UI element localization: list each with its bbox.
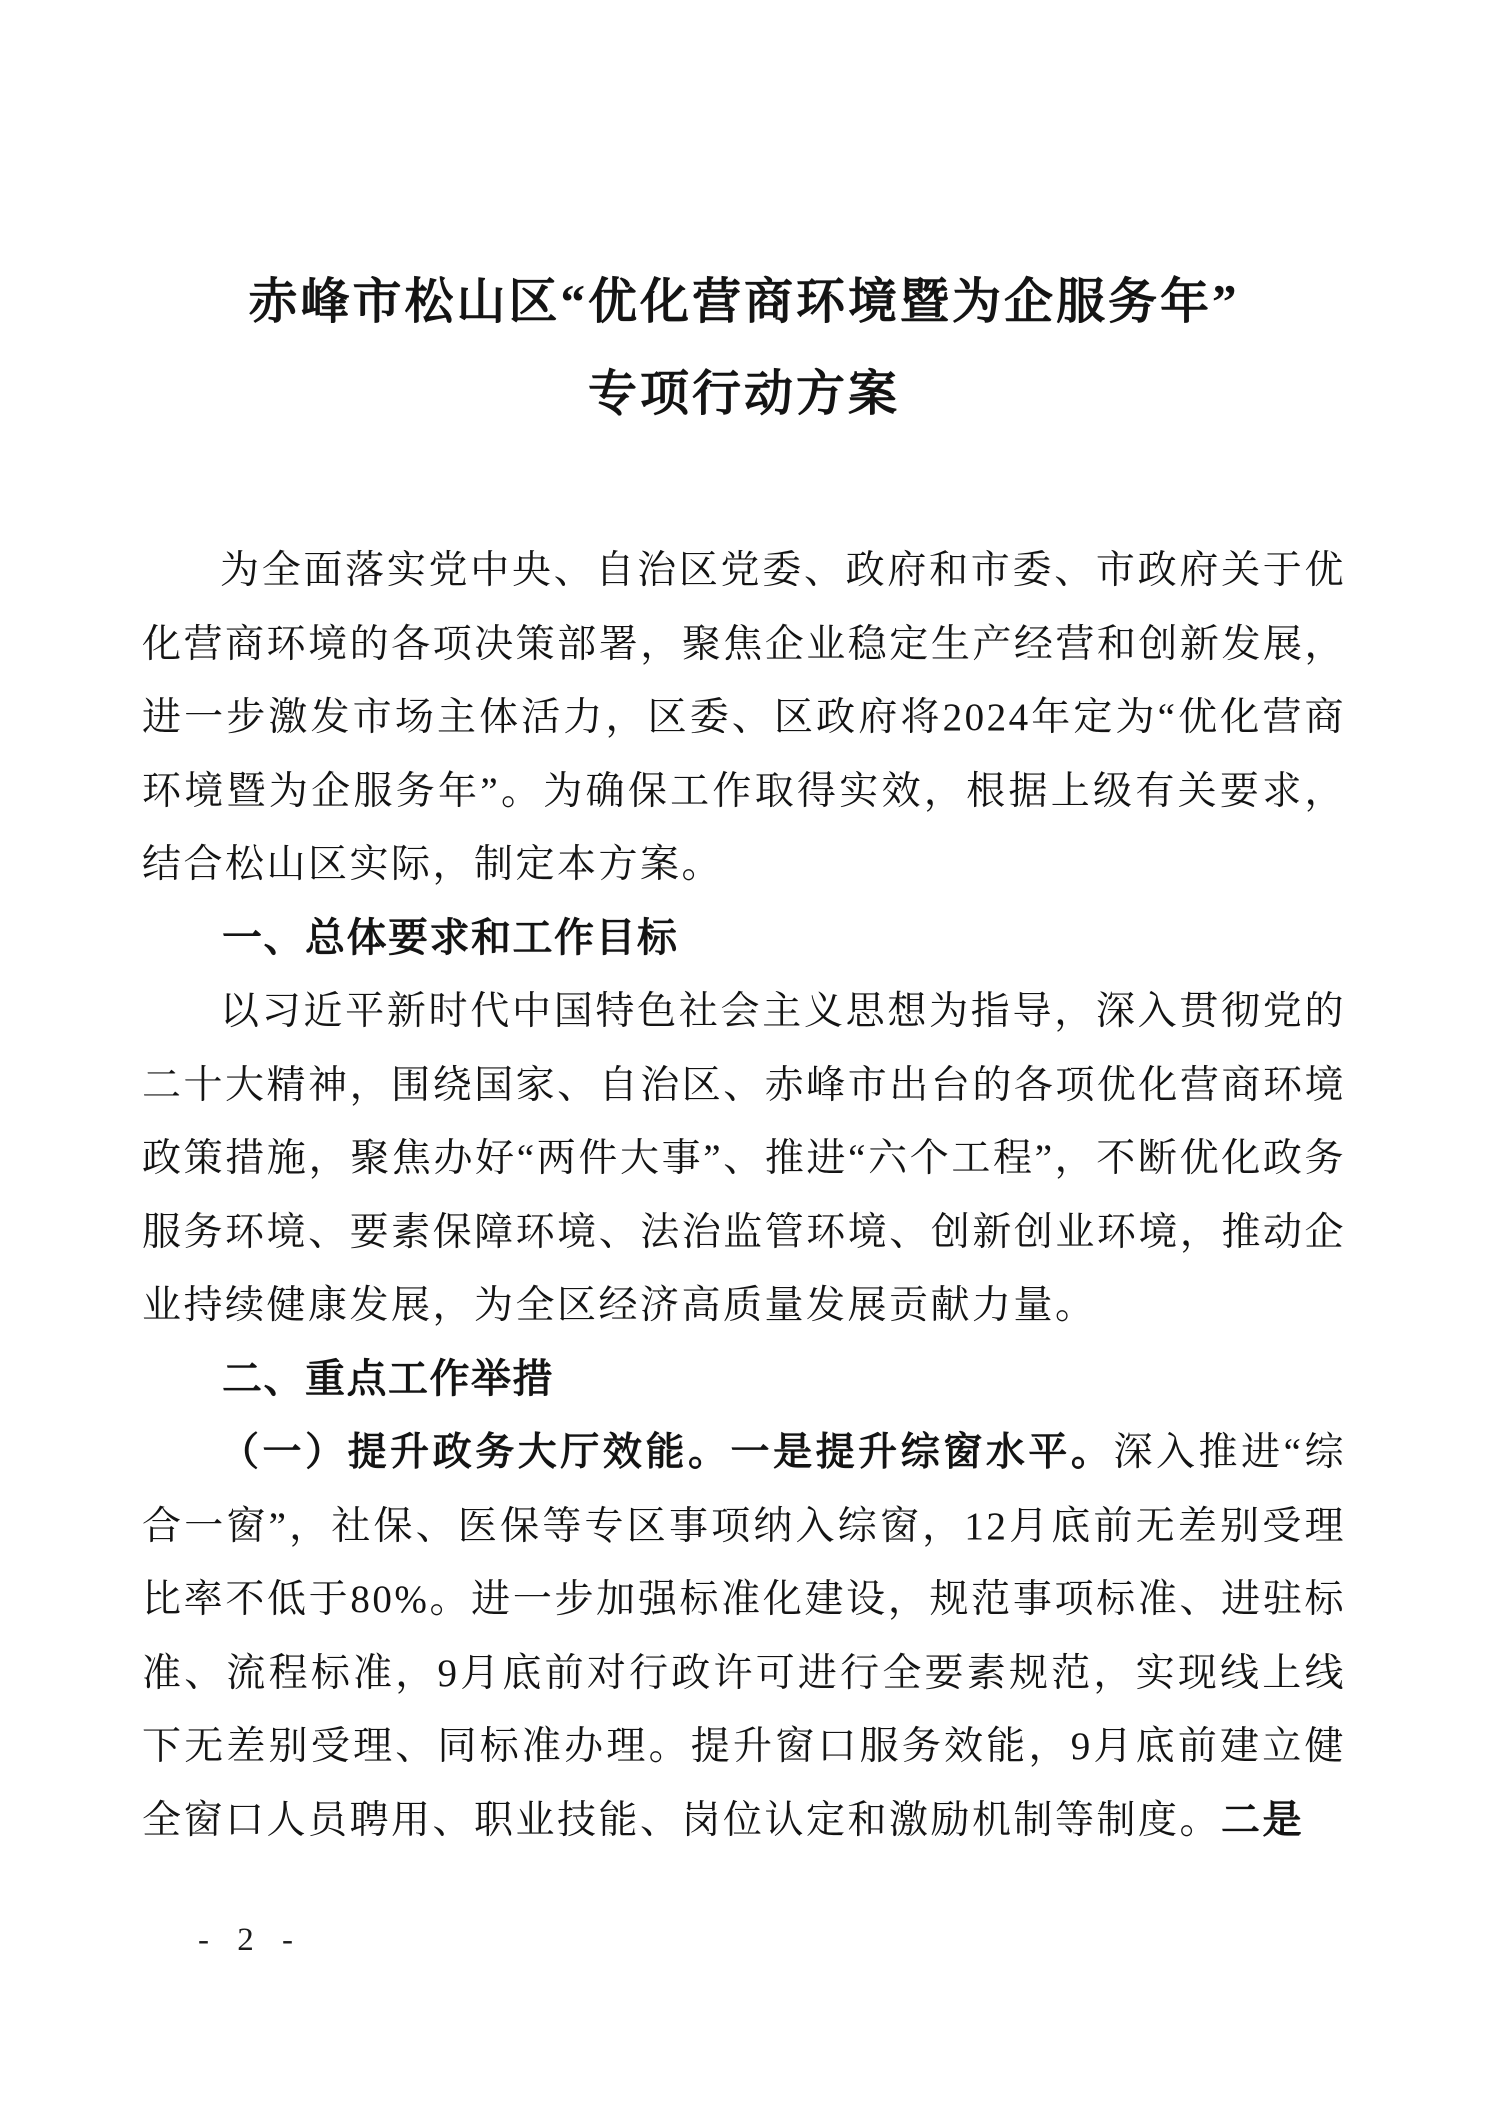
section1-paragraph xyxy=(142,975,1346,1343)
measure-2-lead: 二是 xyxy=(1221,1798,1305,1842)
page-number: - 2 - xyxy=(198,1922,303,1958)
document-title xyxy=(114,0,1374,440)
intro-text: 为全面落实党中央、自治区党委、政府和市委、市政府关于优化营商环境的各项决策部署，聚焦企业稳定生产经营和创新发展，进一步激发市场主体活力，区委、区政府将2024年定为“优化营商环境暨为企服务年”。为确保工作取得实效，根据上级有关要求，结合松山区实际，制定本方案。 xyxy=(142,549,1346,886)
item-1-heading: （一）提升政务大厅效能。 xyxy=(220,1431,731,1474)
section2-heading: 二、重点工作举措 xyxy=(222,1356,554,1401)
measure-1-lead: 一是提升综窗水平。 xyxy=(730,1431,1114,1474)
intro-paragraph xyxy=(142,534,1346,902)
document-body xyxy=(142,534,1346,1857)
section1-text: 以习近平新时代中国特色社会主义思想为指导，深入贯彻党的二十大精神，围绕国家、自治区、赤峰市出台的各项优化营商环境政策措施，聚焦办好“两件大事”、推进“六个工程”，不断优化政务服务环境、要素保障环境、法治监管环境、创新创业环境，推动企业持续健康发展，为全区经济高质量发展贡献力量。 xyxy=(142,990,1346,1327)
measure-1-text: 深入推进“综合一窗”，社保、医保等专区事项纳入综窗，12月底前无差别受理比率不低于80%。进一步加强标准化建设，规范事项标准、进驻标准、流程标准，9月底前对行政许可进行全要素规范，实现线上线下无差别受理、同标准办理。提升窗口服务效能，9月底前建立健全窗口人员聘用、职业技能、岗位认定和激励机制等制度。 xyxy=(142,1431,1346,1842)
section1-heading: 一、总体要求和工作目标 xyxy=(222,915,679,960)
section2-paragraph1 xyxy=(142,1416,1346,1857)
document-title-line2: 专项行动方案 xyxy=(587,366,900,421)
document-title-line1: 赤峰市松山区“优化营商环境暨为企服务年” xyxy=(248,274,1240,329)
